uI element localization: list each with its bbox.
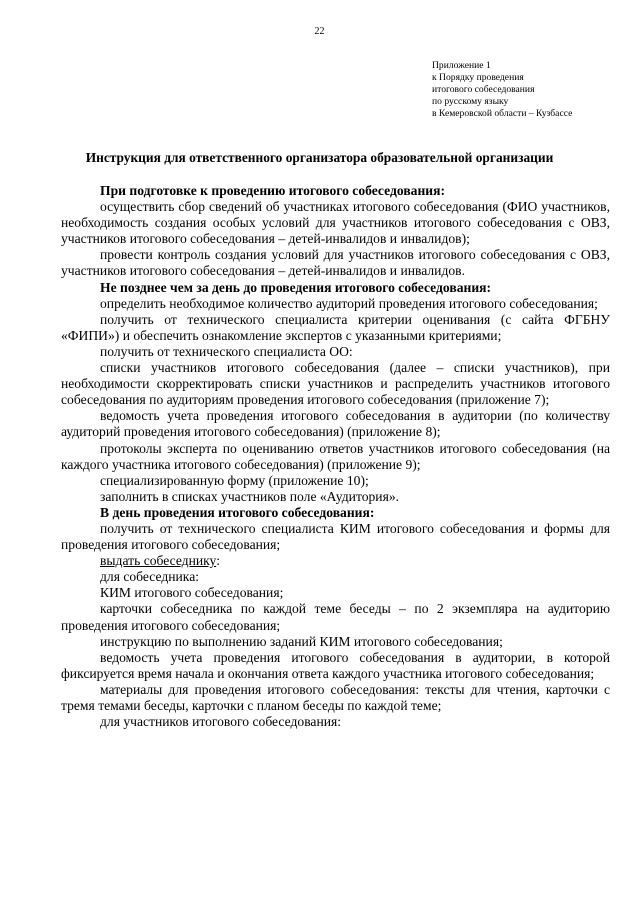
paragraph-suffix: : [216, 553, 220, 569]
document-body [61, 183, 610, 730]
paragraph: карточки собеседника по каждой теме беседы – по 2 экземпляра на аудиторию проведения итогового собеседования; [61, 601, 610, 633]
appendix-line: по русскому языку [432, 96, 509, 107]
section-heading: В день проведения итогового собеседования: [100, 504, 375, 520]
paragraph: определить необходимое количество аудиторий проведения итогового собеседования; [100, 295, 598, 311]
paragraph: материалы для проведения итогового собеседования: тексты для чтения, карточки с тремя темами беседы, карточки с планом беседы по каждой теме; [61, 681, 610, 713]
page-number: 22 [314, 26, 325, 37]
appendix-line: Приложение 1 [432, 60, 491, 71]
paragraph: осуществить сбор сведений об участниках итогового собеседования (ФИО участников, необходимость создания особых условий для участников итогового собеседования с ОВЗ, участников итогового собеседования – детей-инвалидов и инвалидов); [61, 199, 610, 247]
paragraph: для собеседника: [100, 569, 200, 585]
paragraph: получить от технического специалиста КИМ итогового собеседования и формы для проведения итогового собеседования; [61, 520, 610, 553]
paragraph: ведомость учета проведения итогового собеседования в аудитории, в которой фиксируется время начала и окончания ответа каждого участника итогового собеседования; [61, 649, 610, 681]
paragraph-underlined [61, 553, 610, 569]
paragraph: заполнить в списках участников поле «Аудитория». [100, 488, 400, 504]
paragraph: получить от технического специалиста ОО: [100, 343, 353, 359]
appendix-line: в Кемеровской области – Кузбассе [432, 108, 573, 119]
appendix-note [432, 60, 632, 120]
section-heading: Не позднее чем за день до проведения итогового собеседования: [100, 279, 492, 295]
paragraph: специализированную форму (приложение 10); [100, 472, 369, 488]
paragraph: списки участников итогового собеседования (далее – списки участников), при необходимости скорректировать списки участников и распределить участников итогового собеседования по аудиториям проведения итогового собеседования (приложение 7); [61, 360, 610, 408]
paragraph: протоколы эксперта по оцениванию ответов участников итогового собеседования (на каждого участника итогового собеседования) (приложение 9); [61, 440, 610, 472]
paragraph: провести контроль создания условий для участников итогового собеседования с ОВЗ, участников итогового собеседования – детей-инвалидов и инвалидов. [61, 247, 610, 279]
section-heading: При подготовке к проведению итогового собеседования: [100, 183, 446, 198]
appendix-line: итогового собеседования [432, 84, 535, 95]
paragraph: для участников итогового собеседования: [100, 714, 342, 730]
paragraph: ведомость учета проведения итогового собеседования в аудитории (по количеству аудиторий проведения итогового собеседования) (приложение 8); [61, 408, 610, 440]
document-title: Инструкция для ответственного организатора образовательной организации [85, 150, 554, 165]
paragraph: инструкцию по выполнению заданий КИМ итогового собеседования; [100, 633, 503, 649]
paragraph: получить от технического специалиста критерии оценивания (с сайта ФГБНУ «ФИПИ») и обеспечить ознакомление экспертов с указанными критериями; [61, 311, 610, 343]
appendix-line: к Порядку проведения [432, 72, 524, 83]
underlined-phrase: выдать собеседнику [100, 553, 217, 569]
paragraph: КИМ итогового собеседования; [100, 585, 284, 601]
